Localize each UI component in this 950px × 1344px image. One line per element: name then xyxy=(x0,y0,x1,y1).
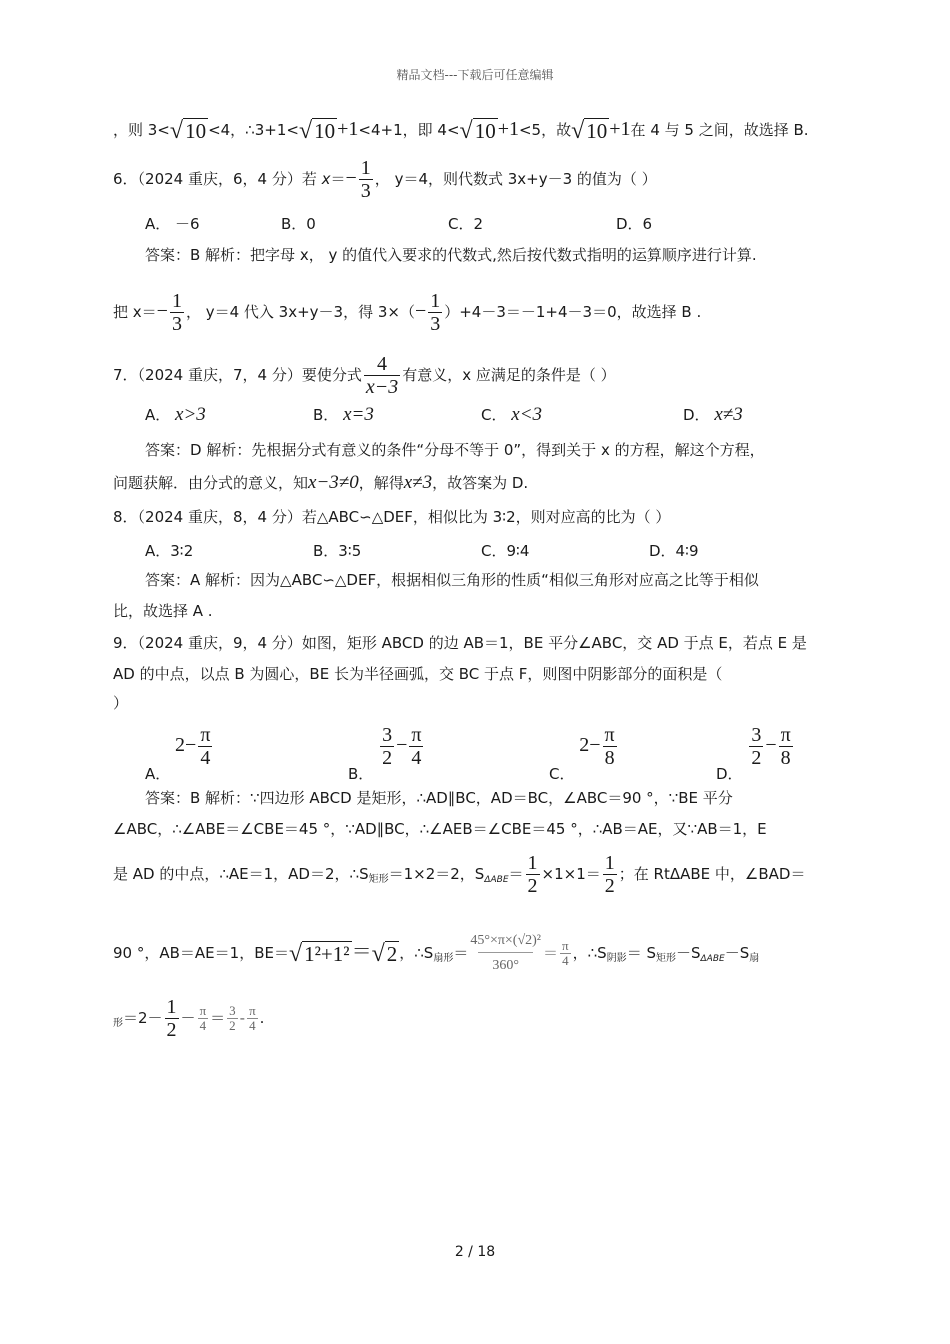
q9-answer-5: $_形$＝2－ $\frac{1}{2}$ － $\frac{\pi}{4}$ ＝ $\frac{3}{2}$ - $\frac{\pi}{4}$ . xyxy=(113,996,265,1041)
text: 把 x＝ xyxy=(113,303,157,321)
q6-option-b: B．0 xyxy=(281,215,316,233)
q6-option-a: A． －6 xyxy=(145,215,200,233)
q7-answer: 答案：D 解析：先根据分式有意义的条件“分母不等于 0”，得到关于 x 的方程，解这个方程， xyxy=(145,441,765,459)
q7-option-b: B． x=3 xyxy=(313,404,374,425)
q7-stem xyxy=(113,353,840,398)
sqrt-10: √ 10 xyxy=(571,118,608,144)
text: <5，故 xyxy=(518,121,572,139)
fraction-one-third: $\frac{1}{3}$ xyxy=(171,290,182,335)
fraction-half: $\frac{1}{2}$ xyxy=(527,852,538,897)
q6-answer: 答案：B 解析：把字母 x， y 的值代入要求的代数式,然后按代数式指明的运算顺序进行计算. xyxy=(145,246,757,264)
q9-answer-1: 答案：B 解析：∵四边形 ABCD 是矩形，∴AD∥BC，AD＝BC，∠ABC＝90 °，∵BE 平分 xyxy=(145,789,733,807)
math: x−3≠0 xyxy=(308,472,359,493)
q9-option-d: D． $\frac{3}{2}$ − $\frac{\pi}{8}$ xyxy=(716,724,791,783)
fraction-one-third: $\frac{1}{3}$ xyxy=(360,157,371,202)
text: 在 4 与 5 之间，故选择 B. xyxy=(630,121,809,139)
q8-option-c: C．9∶4 xyxy=(481,542,530,560)
fraction-4-over-x-minus-3: $\frac{4}{x-3}$ xyxy=(365,353,399,398)
text: ＝ xyxy=(330,170,346,188)
q8-option-d: D．4∶9 xyxy=(649,542,699,560)
q6-stem xyxy=(113,157,840,202)
minus: − xyxy=(414,300,427,322)
sqrt-10: √ 10 xyxy=(459,118,496,144)
text: ，故答案为 D. xyxy=(432,474,529,492)
q7-work xyxy=(113,472,840,494)
q8-answer-2: 比，故选择 A . xyxy=(113,602,213,620)
fraction-half: $\frac{1}{2}$ xyxy=(166,996,177,1041)
q9-answer-2: ∠ABC，∴∠ABE＝∠CBE＝45 °，∵AD∥BC，∴∠AEB＝∠CBE＝45 °，∴AB＝AE，又∵AB＝1，E xyxy=(113,820,767,838)
q7-option-d: D． x≠3 xyxy=(683,404,743,425)
sqrt-10: √ 10 xyxy=(169,118,207,144)
sqrt-expression: √ 1²+1² xyxy=(288,941,350,967)
text: ， y＝4，则代数式 3x+y－3 的值为（ ） xyxy=(374,170,657,188)
math: x≠3 xyxy=(403,472,433,493)
q9-answer-4: 90 °，AB＝AE＝1，BE＝ √ 1²+1² ＝ √ 2 ，$\therefore S_{扇形}=$ $\frac{\text{45°×π×(√2)²}}{360^\circ}$ ＝ $\frac{\pi}{4}$ ，$\therefore S_{阴影}= S_{矩形}-S_{\Delta ABE}-S_扇$ xyxy=(113,930,840,977)
q9-stem-3: ） xyxy=(113,694,129,712)
text: +1 xyxy=(337,118,359,140)
q8-option-b: B．3∶5 xyxy=(313,542,362,560)
q9-option-a: A． 2− $\frac{\pi}{4}$ xyxy=(145,724,211,783)
text: 有意义，x 应满足的条件是（ ） xyxy=(402,366,616,384)
q9-stem-1: 9．（2024 重庆，9，4 分）如图，矩形 ABCD 的边 AB＝1，BE 平分∠ABC，交 AD 于点 E，若点 E 是 xyxy=(113,634,807,652)
fraction-half: $\frac{1}{2}$ xyxy=(604,852,615,897)
sqrt-10: √ 10 xyxy=(298,118,336,144)
q8-stem: 8．（2024 重庆，8，4 分）若△ABC∽△DEF，相似比为 3∶2，则对应高的比为（ ） xyxy=(113,508,671,526)
text: <4，∴3+1< xyxy=(208,121,299,139)
sector-area-formula: $\frac{\text{45°×π×(√2)²}}{360^\circ}$ xyxy=(470,930,541,977)
q7-option-a: A． x>3 xyxy=(145,404,206,425)
sqrt-2: √ 2 xyxy=(371,941,398,967)
q6-option-d: D．6 xyxy=(616,215,653,233)
page-number: 2 / 18 xyxy=(454,1244,496,1260)
text: ，解得 xyxy=(358,474,404,492)
q9-option-c: C． 2− $\frac{\pi}{8}$ xyxy=(549,724,615,783)
q9-option-b: B． $\frac{3}{2}$ − $\frac{\pi}{4}$ xyxy=(348,724,422,783)
q9-answer-3: 是 AD 的中点，∴AE＝1，AD＝2，$\therefore S_{矩形}=1\times 2=2$，$S_{\Delta ABE}=$ $\frac{1}{2}$ ×1×1＝ $\frac{1}{2}$ ；在 RtΔABE 中，∠BAD＝ xyxy=(113,852,806,897)
text: +1 xyxy=(609,118,631,140)
q8-option-a: A．3∶2 xyxy=(145,542,194,560)
q9-stem-2: AD 的中点，以点 B 为圆心，BE 长为半径画弧，交 BC 于点 F，则图中阴影部分的面积是（ xyxy=(113,665,723,683)
page-header: 精品文档---下载后可任意编辑 xyxy=(396,68,554,82)
text: +1 xyxy=(497,118,519,140)
text: 7．（2024 重庆，7，4 分）要使分式 xyxy=(113,366,362,384)
text: ， y＝4 代入 3x+y－3，得 3×（ xyxy=(185,303,415,321)
fraction-one-third: $\frac{1}{3}$ xyxy=(430,290,441,335)
q7-option-c: C． x<3 xyxy=(481,404,543,425)
q6-option-c: C．2 xyxy=(448,215,484,233)
text: <4+1，即 4< xyxy=(358,121,460,139)
q5-conclusion-line xyxy=(113,118,840,143)
text: 6．（2024 重庆，6，4 分）若 xyxy=(113,170,322,188)
text: 问题获解．由分式的意义，知 xyxy=(113,474,309,492)
q6-work xyxy=(113,290,840,335)
text: ，则 3< xyxy=(113,121,170,139)
minus: − xyxy=(345,167,357,189)
var-x: x xyxy=(321,170,331,188)
text: ）+4－3＝－1+4－3＝0，故选择 B . xyxy=(444,303,702,321)
q8-answer-1: 答案：A 解析：因为△ABC∽△DEF，根据相似三角形的性质“相似三角形对应高之比等于相似 xyxy=(145,571,759,589)
minus: − xyxy=(156,300,168,322)
